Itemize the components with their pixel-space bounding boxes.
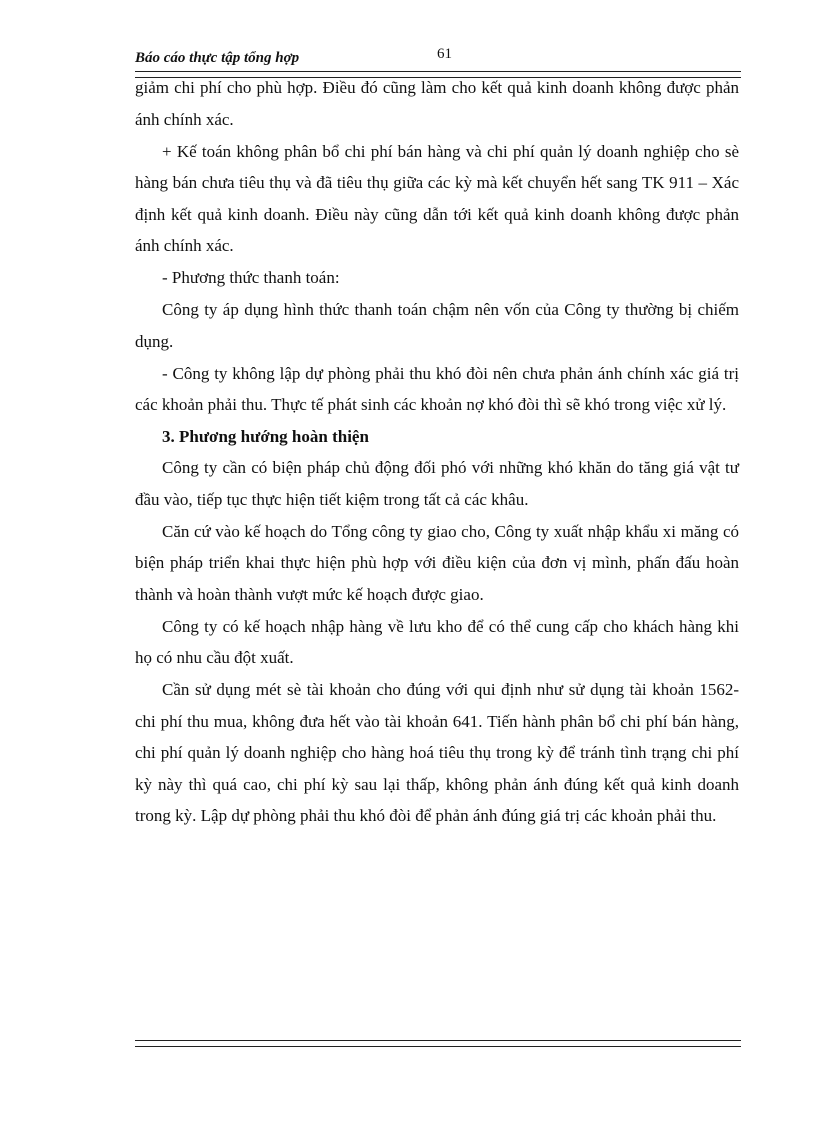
page-number: 61 [437, 46, 452, 62]
section-heading: 3. Phương hướng hoàn thiện [162, 426, 369, 446]
paragraph: Cần sử dụng mét sè tài khoản cho đúng với qui định như sử dụng tài khoản 1562- chi phí thu mua, không đưa hết vào tài khoản 641. Tiến hành phân bổ chi phí bán hàng, chi phí quản lý doanh nghiệp cho hàng hoá tiêu thụ trong kỳ để tránh tình trạng chi phí kỳ này thì quá cao, chi phí kỳ sau lại thấp, không phản ánh đúng kết quả kinh doanh trong kỳ. Lập dự phòng phải thu khó đòi để phản ánh đúng giá trị các khoản phải thu. [135, 680, 739, 825]
paragraph: Công ty cần có biện pháp chủ động đối phó với những khó khăn do tăng giá vật tư đầu vào, tiếp tục thực hiện tiết kiệm trong tất cả các khâu. [135, 458, 739, 509]
paragraph: + Kế toán không phân bổ chi phí bán hàng và chi phí quản lý doanh nghiệp cho sè hàng bán chưa tiêu thụ và đã tiêu thụ giữa các kỳ mà kết chuyển hết sang TK 911 – Xác định kết quả kinh doanh. Điều này cũng dẫn tới kết quả kinh doanh không được phản ánh chính xác. [135, 141, 739, 255]
paragraph: giảm chi phí cho phù hợp. Điều đó cũng làm cho kết quả kinh doanh không được phản ánh chính xác. [135, 78, 739, 129]
page-header [135, 46, 741, 70]
document-body [135, 72, 739, 832]
footer-rule [135, 1040, 741, 1047]
paragraph: Căn cứ vào kế hoạch do Tổng công ty giao cho, Công ty xuất nhập khẩu xi măng có biện pháp triển khai thực hiện phù hợp với điều kiện của đơn vị mình, phấn đấu hoàn thành và hoàn thành vượt mức kế hoạch được giao. [135, 521, 739, 604]
paragraph: - Công ty không lập dự phòng phải thu khó đòi nên chưa phản ánh chính xác giá trị các khoản phải thu. Thực tế phát sinh các khoản nợ khó đòi thì sẽ khó trong việc xử lý. [135, 363, 739, 414]
paragraph: Công ty áp dụng hình thức thanh toán chậm nên vốn của Công ty thường bị chiếm dụng. [135, 300, 739, 351]
paragraph: Công ty có kế hoạch nhập hàng về lưu kho để có thể cung cấp cho khách hàng khi họ có nhu cầu đột xuất. [135, 616, 739, 667]
header-title: Báo cáo thực tập tổng hợp [135, 50, 300, 66]
paragraph: - Phương thức thanh toán: [162, 268, 340, 287]
